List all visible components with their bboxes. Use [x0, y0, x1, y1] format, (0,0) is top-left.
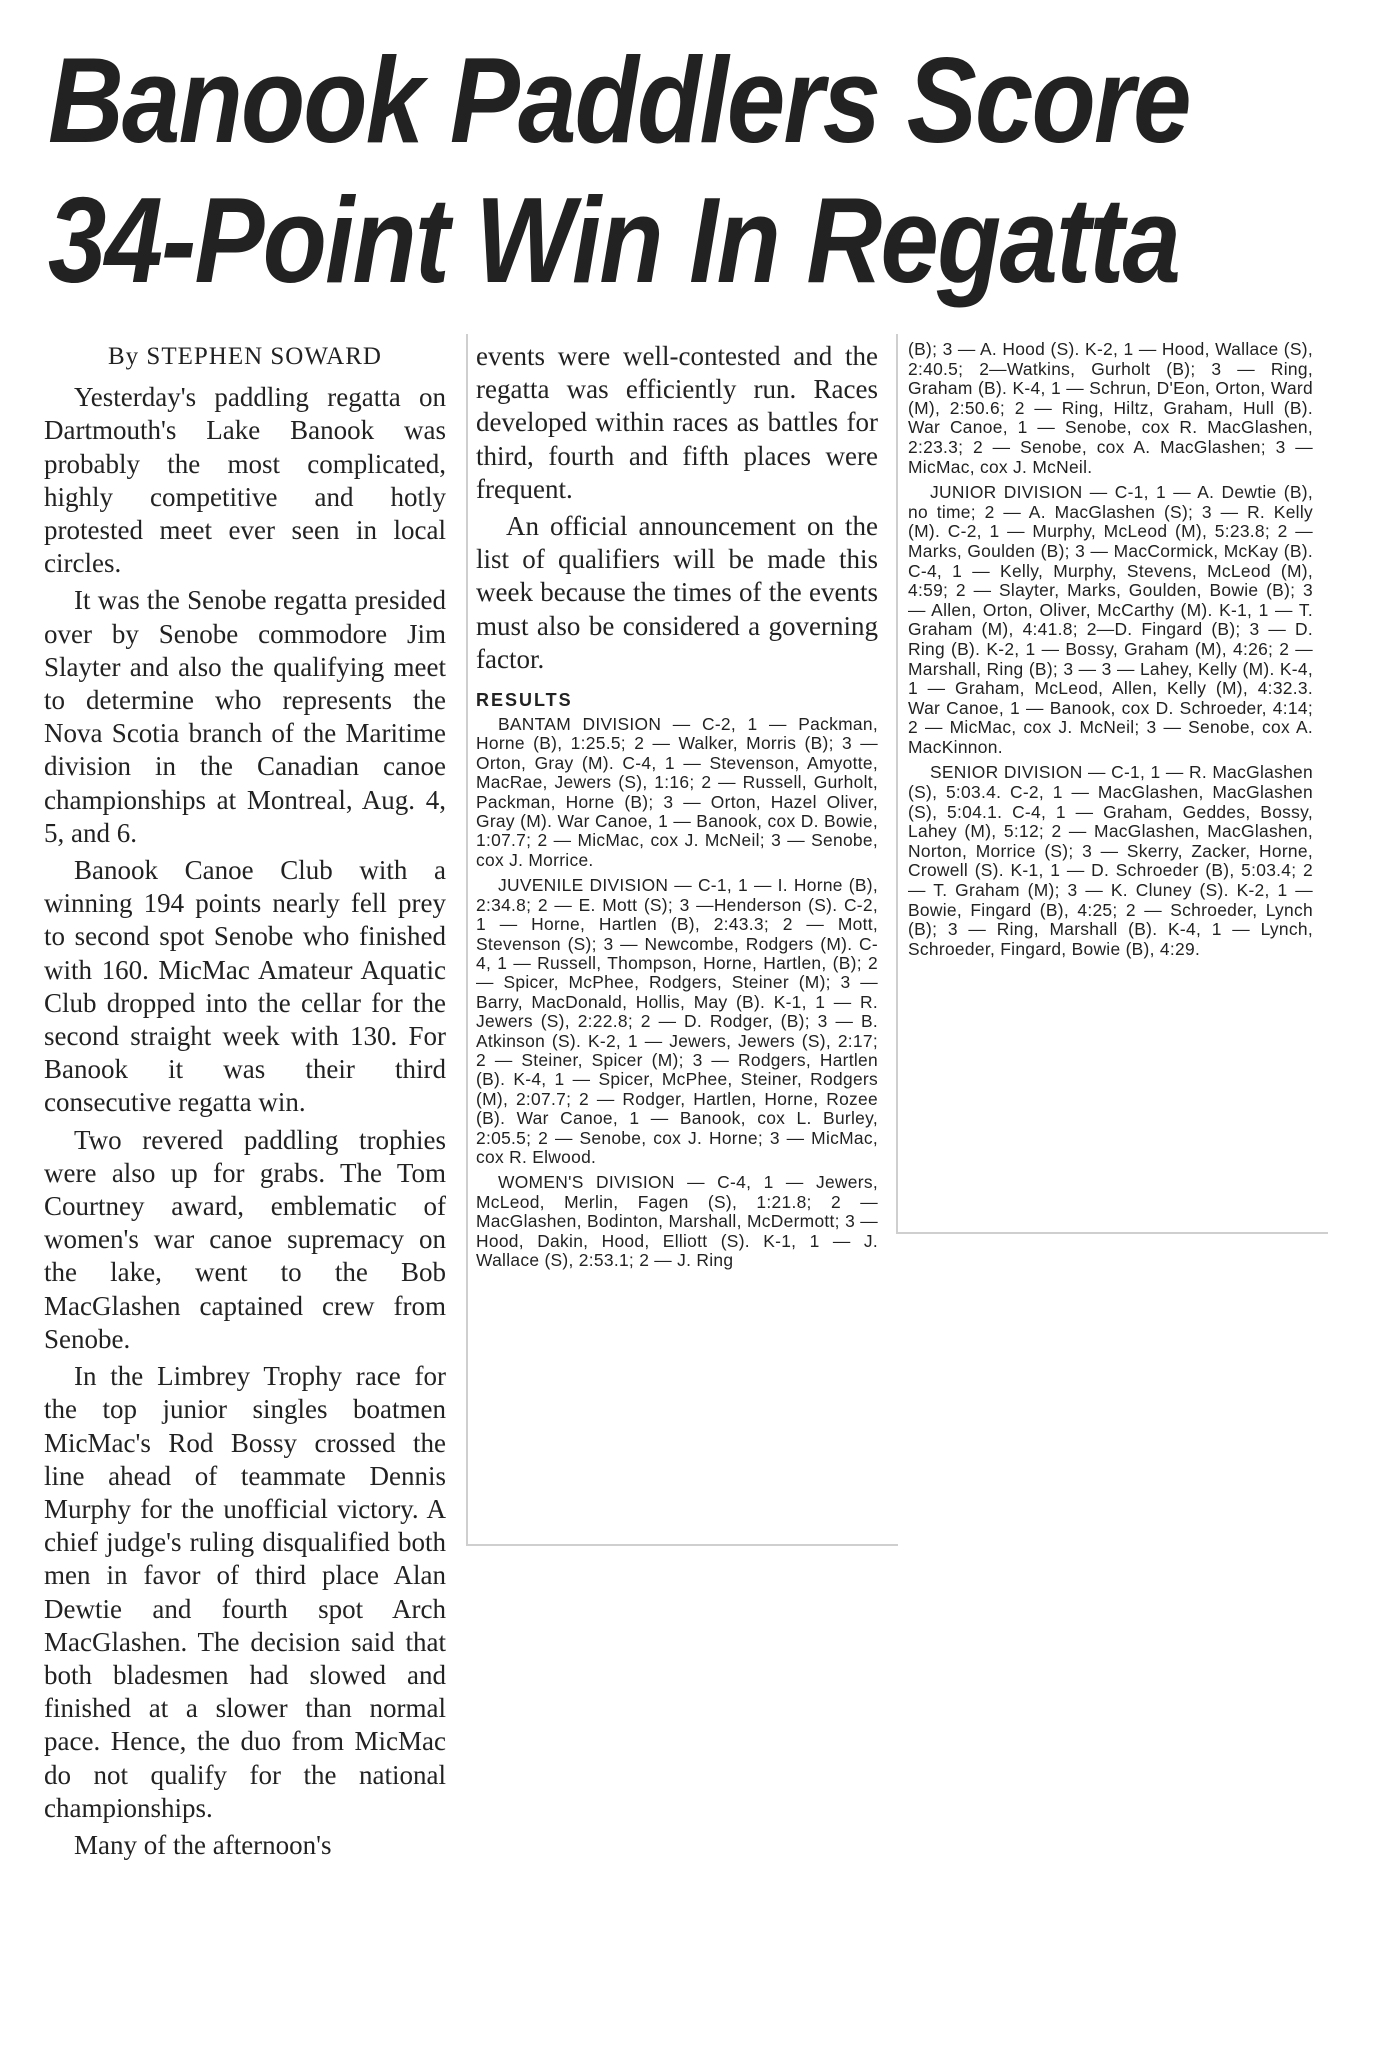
results-entry: BANTAM DIVISION — C-2, 1 — Packman, Horne (B), 1:25.5; 2 — Walker, Morris (B); 3 — Orton, Gray (M). C-4, 1 — Stevenson, Amyotte, MacRae, Jewers (S), 1:16; 2 — Russell, Gurholt, Packman, Horne (B); 3 — Orton, Hazel Oliver, Gray (M). War Canoe, 1 — Banook, cox D. Bowie, 1:07.7; 2 — MicMac, cox J. McNeil; 3 — Senobe, cox J. Morrice. [476, 714, 878, 870]
results-entry: SENIOR DIVISION — C-1, 1 — R. MacGlashen (S), 5:03.4. C-2, 1 — MacGlashen, MacGlashen (S), 5:04.1. C-4, 1 — Graham, Geddes, Bossy, Lahey (M), 5:12; 2 — MacGlashen, MacGlashen, Norton, Morrice (S); 3 — Skerry, Zacker, Horne, Crowell (S). K-1, 1 — D. Schroeder (B), 5:03.4; 2 — T. Graham (M); 3 — K. Cluney (S). K-2, 1 — Bowie, Fingard (B), 4:25; 2 — Schroeder, Lynch (B); 3 — Ring, Marshall (B). K-4, 1 — Lynch, Schroeder, Fingard, Bowie (B), 4:29. [908, 762, 1313, 959]
article-column-1 [44, 340, 446, 1866]
article-paragraph: Many of the afternoon's [74, 1829, 332, 1860]
article-paragraph: Banook Canoe Club with a winning 194 points nearly fell prey to second spot Senobe who finished with 160. MicMac Amateur Aquatic Club dropped into the cellar for the second straight week with 130. For Banook it was their third consecutive regatta win. [44, 855, 446, 1118]
article-paragraph: It was the Senobe regatta presided over by Senobe commodore Jim Slayter and also the qualifying meet to determine who represents the Nova Scotia branch of the Maritime division in the Canadian canoe championships at Montreal, Aug. 4, 5, and 6. [44, 585, 446, 848]
headline-line-2: 34-Point Win In Regatta [48, 172, 1180, 308]
article-paragraph: Yesterday's paddling regatta on Dartmouth's Lake Banook was probably the most complicated, highly competitive and hotly protested meet ever seen in local circles. [44, 382, 446, 579]
article-paragraph: events were well-contested and the regatta was efficiently run. Races developed within races as battles for third, fourth and fifth places were frequent. [476, 341, 878, 504]
article-paragraph: Two revered paddling trophies were also up for grabs. The Tom Courtney award, emblematic of women's war canoe supremacy on the lake, went to the Bob MacGlashen captained crew from Senobe. [44, 1124, 446, 1354]
torn-corner [1230, 14, 1350, 124]
results-entry: (B); 3 — A. Hood (S). K-2, 1 — Hood, Wallace (S), 2:40.5; 2—Watkins, Gurholt (B); 3 — Ring, Graham (B). K-4, 1 — Schrun, D'Eon, Orton, Ward (M), 2:50.6; 2 — Ring, Hiltz, Graham, Hull (B). War Canoe, 1 — Senobe, cox R. MacGlashen, 2:23.3; 2 — Senobe, cox A. MacGlashen; 3 — MicMac, cox J. McNeil. [908, 339, 1313, 477]
results-entry: WOMEN'S DIVISION — C-4, 1 — Jewers, McLeod, Merlin, Fagen (S), 1:21.8; 2 — MacGlashen, Bodinton, Marshall, McDermott; 3 — Hood, Dakin, Hood, Elliott (S). K-1, 1 — J. Wallace (S), 2:53.1; 2 — J. Ring [476, 1172, 878, 1270]
article-column-2 [476, 340, 878, 1276]
headline-line-1: Banook Paddlers Score [48, 32, 1190, 168]
article-column-3 [908, 340, 1313, 965]
results-heading: RESULTS [476, 690, 573, 711]
results-entry: JUVENILE DIVISION — C-1, 1 — I. Horne (B), 2:34.8; 2 — E. Mott (S); 3 —Henderson (S). C-2, 1 — Horne, Hartlen (B), 2:43.3; 2 — Mott, Stevenson (S); 3 — Newcombe, Rodgers (M). C-4, 1 — Russell, Thompson, Horne, Hartlen, (B); 2 — Spicer, McPhee, Rodgers, Steiner (M); 3 — Barry, MacDonald, Hollis, May (B). K-1, 1 — R. Jewers (S), 2:22.8; 2 — D. Rodger, (B); 3 — B. Atkinson (S). K-2, 1 — Jewers, Jewers (S), 2:17; 2 — Steiner, Spicer (M); 3 — Rodgers, Hartlen (B). K-4, 1 — Spicer, McPhee, Steiner, Rodgers (M), 2:07.7; 2 — Rodger, Hartlen, Horne, Rozee (B). War Canoe, 1 — Banook, cox L. Burley, 2:05.5; 2 — Senobe, cox J. Horne; 3 — MicMac, cox R. Elwood. [476, 875, 878, 1167]
article-paragraph: An official announcement on the list of qualifiers will be made this week because the times of the events must also be considered a governing factor. [476, 511, 878, 674]
results-entry: JUNIOR DIVISION — C-1, 1 — A. Dewtie (B), no time; 2 — A. MacGlashen (S); 3 — R. Kelly (M). C-2, 1 — Murphy, McLeod (M), 5:23.8; 2 — Marks, Goulden (B); 3 — MacCormick, McKay (B). C-4, 1 — Kelly, Murphy, Stevens, McLeod (M), 4:59; 2 — Slayter, Marks, Goulden, Bowie (B); 3 — Allen, Orton, Oliver, McCarthy (M). K-1, 1 — T. Graham (M), 4:41.8; 2—D. Fingard (B); 3 — D. Ring (B). K-2, 1 — Bossy, Graham (M), 4:26; 2 — Marshall, Ring (B); 3 — 3 — Lahey, Kelly (M). K-4, 1 — Graham, McLeod, Allen, Kelly (M), 4:32.3. War Canoe, 1 — Banook, cox D. Schroeder, 4:14; 2 — MicMac, cox J. McNeil; 3 — Senobe, cox A. MacKinnon. [908, 482, 1313, 757]
headline [48, 30, 1190, 310]
byline: By STEPHEN SOWARD [108, 343, 382, 370]
article-paragraph: In the Limbrey Trophy race for the top junior singles boatmen MicMac's Rod Bossy crossed the line ahead of teammate Dennis Murphy for the unofficial victory. A chief judge's ruling disqualified both men in favor of third place Alan Dewtie and fourth spot Arch MacGlashen. The decision said that both bladesmen had slowed and finished at a slower than normal pace. Hence, the duo from MicMac do not qualify for the national championships. [44, 1361, 446, 1823]
